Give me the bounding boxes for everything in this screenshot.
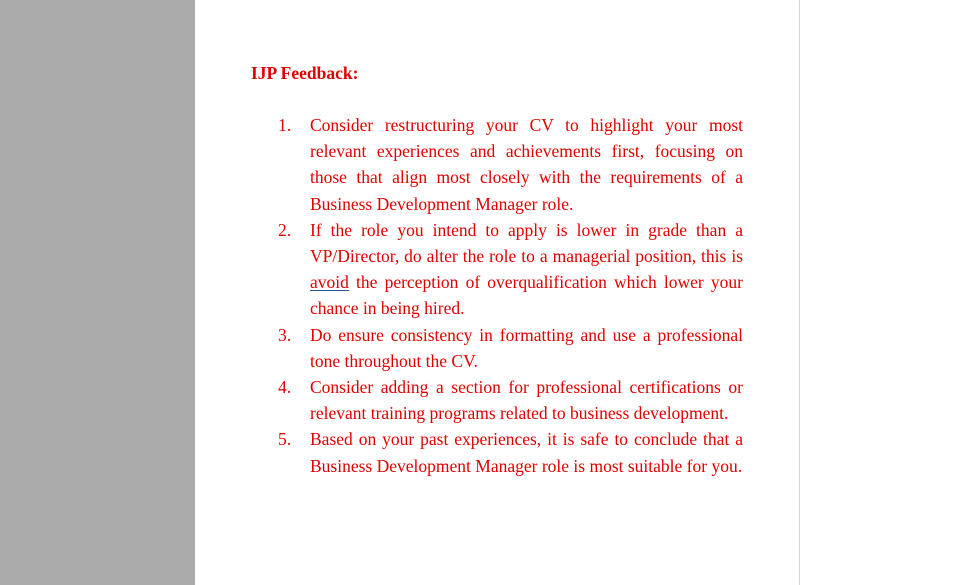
feedback-heading: IJP Feedback:	[251, 63, 359, 83]
list-item	[278, 217, 743, 322]
list-item-text-part: the perception of overqualification which lower your chance in being hired.	[310, 272, 743, 319]
list-item	[278, 322, 743, 374]
list-item-text: Consider adding a section for professional certifications or relevant training programs related to business development.	[310, 377, 743, 424]
list-item-number: 2.	[278, 219, 292, 240]
list-item	[278, 112, 743, 217]
list-item-text: Consider restructuring your CV to highlight your most relevant experiences and achievements first, focusing on those that align most closely with the requirements of a Business Development Manager role.	[310, 115, 743, 214]
list-item	[278, 374, 743, 426]
page-right-edge	[799, 0, 800, 585]
left-gray-margin	[0, 0, 195, 585]
list-item-text-part: If the role you intend to apply is lower in grade than a VP/Director, do alter the role to a managerial position, this is	[310, 219, 743, 267]
list-item-number: 4.	[278, 377, 292, 398]
grammar-flagged-word[interactable]: avoid	[310, 272, 349, 293]
list-item-number: 3.	[278, 324, 292, 345]
list-item-text: Do ensure consistency in formatting and use a professional tone throughout the CV.	[310, 324, 743, 371]
list-item-text	[310, 217, 743, 322]
list-item-number: 1.	[278, 115, 292, 135]
feedback-list	[278, 112, 743, 479]
list-item	[278, 426, 743, 478]
list-item-number: 5.	[278, 429, 292, 450]
list-item-text: Based on your past experiences, it is safe to conclude that a Business Development Manager role is most suitable for you.	[310, 429, 743, 476]
